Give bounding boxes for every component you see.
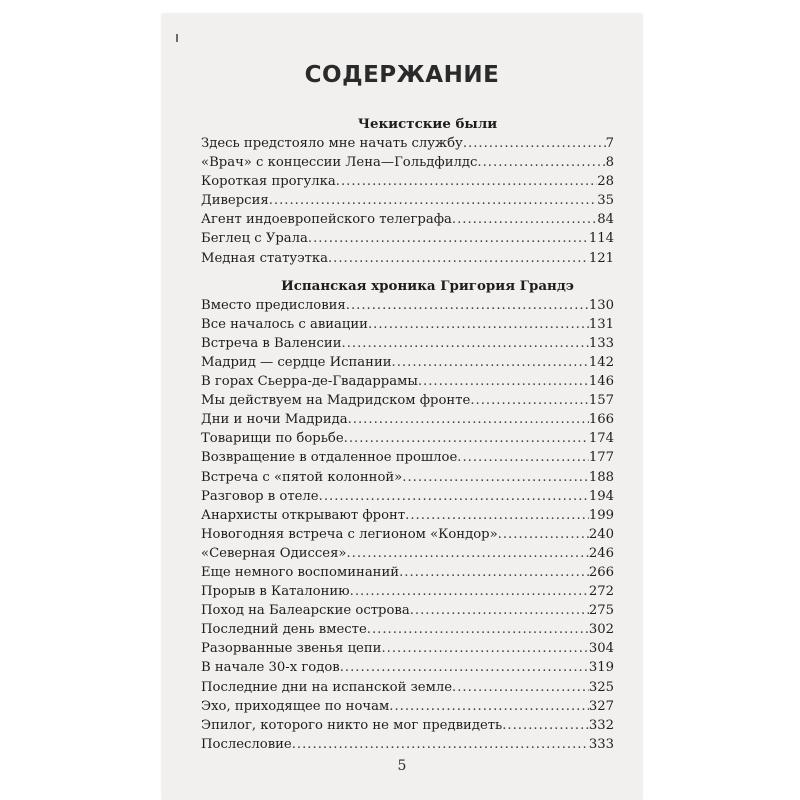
dot-leader xyxy=(269,191,598,210)
dot-leader xyxy=(389,697,589,716)
page-number: 5 xyxy=(397,758,407,774)
dot-leader xyxy=(477,153,605,172)
entry-title: Разорванные звенья цепи xyxy=(201,641,382,657)
entry-page-number: 114 xyxy=(588,231,614,247)
book-page xyxy=(162,14,642,800)
dot-leader xyxy=(405,506,589,525)
entry-page-number: 332 xyxy=(588,717,614,733)
entry-page-number: 146 xyxy=(588,374,614,390)
dot-leader xyxy=(292,735,589,754)
dot-leader xyxy=(418,372,589,391)
toc-entry xyxy=(201,678,614,697)
entry-page-number: 325 xyxy=(588,679,614,695)
toc-entry xyxy=(201,735,614,754)
entry-page-number: 319 xyxy=(588,660,614,676)
entry-title: Мадрид — сердце Испании xyxy=(201,354,392,370)
toc-entry xyxy=(201,487,614,506)
dot-leader xyxy=(348,410,589,429)
entry-title: Здесь предстояло мне начать службу xyxy=(201,136,463,151)
entry-page-number: 272 xyxy=(588,584,614,600)
entry-title: Вместо предисловия xyxy=(201,297,346,313)
dot-leader xyxy=(502,716,589,735)
toc-entry xyxy=(201,639,614,658)
entry-title: Анархисты открывают фронт xyxy=(201,507,406,523)
toc-entry xyxy=(201,429,614,448)
entry-title: В начале 30-х годов xyxy=(201,660,340,676)
toc-entry xyxy=(201,582,614,601)
dot-leader xyxy=(452,210,597,229)
dot-leader xyxy=(336,172,597,191)
entry-title: Все началось с авиации xyxy=(201,316,368,332)
toc-entry xyxy=(201,697,614,716)
dot-leader xyxy=(392,353,589,372)
entry-page-number: 142 xyxy=(588,354,614,370)
section-heading: Испанская хроника Григория Грандэ xyxy=(281,277,574,294)
toc-entry xyxy=(201,658,614,677)
entry-page-number: 327 xyxy=(588,698,614,714)
dot-leader xyxy=(342,334,589,353)
dot-leader xyxy=(470,391,589,410)
toc-entry xyxy=(201,229,614,248)
table-of-contents xyxy=(201,114,614,754)
entry-title: Прорыв в Каталонию xyxy=(201,584,350,600)
toc-entry xyxy=(201,134,614,153)
toc-entry xyxy=(201,210,614,229)
toc-entry xyxy=(201,296,614,315)
toc-entry xyxy=(201,410,614,429)
entry-page-number: 177 xyxy=(588,450,614,466)
entry-page-number: 8 xyxy=(605,155,614,171)
dot-leader xyxy=(346,296,589,315)
dot-leader xyxy=(463,134,606,153)
entry-title: Последние дни на испанской земле xyxy=(201,679,453,695)
entry-title: Диверсия xyxy=(201,193,269,209)
entry-page-number: 240 xyxy=(588,526,614,542)
entry-title: «Врач» с концессии Лена—Гольдфилдс xyxy=(201,155,478,171)
dot-leader xyxy=(350,582,589,601)
toc-entry xyxy=(201,372,614,391)
page-title: СОДЕРЖАНИЕ xyxy=(304,62,500,88)
dot-leader xyxy=(344,429,589,448)
toc-entry xyxy=(201,249,614,268)
entry-title: Встреча с «пятой колонной» xyxy=(201,469,403,485)
dot-leader xyxy=(340,658,589,677)
entry-title: Возвращение в отдаленное прошлое xyxy=(201,450,458,466)
entry-title: Разговор в отеле xyxy=(201,488,319,504)
section-heading: Чекистские были xyxy=(357,116,498,132)
toc-entry xyxy=(201,353,614,372)
toc-entry xyxy=(201,506,614,525)
entry-page-number: 84 xyxy=(597,212,614,228)
toc-entry xyxy=(201,191,614,210)
entry-page-number: 188 xyxy=(588,469,614,485)
toc-entry xyxy=(201,468,614,487)
dot-leader xyxy=(452,678,589,697)
entry-page-number: 275 xyxy=(588,603,614,619)
dot-leader xyxy=(368,315,589,334)
toc-entry xyxy=(201,544,614,563)
entry-page-number: 131 xyxy=(588,316,614,332)
entry-page-number: 194 xyxy=(588,488,614,504)
entry-title: Короткая прогулка xyxy=(201,174,336,190)
entry-title: Агент индоевропейского телеграфа xyxy=(201,212,452,228)
dot-leader xyxy=(346,544,588,563)
entry-title: Дни и ночи Мадрида xyxy=(201,412,348,428)
entry-title: Послесловие xyxy=(201,736,292,752)
dot-leader xyxy=(410,601,589,620)
entry-page-number: 121 xyxy=(588,250,614,266)
entry-title: Встреча в Валенсии xyxy=(201,335,342,351)
entry-page-number: 28 xyxy=(597,174,614,190)
entry-title: Товарищи по борьбе xyxy=(201,431,344,447)
dot-leader xyxy=(402,468,589,487)
dot-leader xyxy=(328,249,589,268)
entry-page-number: 166 xyxy=(588,412,614,428)
entry-title: Мы действуем на Мадридском фронте xyxy=(201,393,471,409)
toc-entry xyxy=(201,153,614,172)
entry-title: Беглец с Урала xyxy=(201,231,308,247)
dot-leader xyxy=(381,639,588,658)
entry-title: «Северная Одиссея» xyxy=(201,545,347,561)
toc-entry xyxy=(201,391,614,410)
toc-entry xyxy=(201,716,614,735)
entry-page-number: 246 xyxy=(588,545,614,561)
toc-entry xyxy=(201,601,614,620)
entry-page-number: 130 xyxy=(588,297,614,313)
toc-entry xyxy=(201,563,614,582)
entry-title: Новогодняя встреча с легионом «Кондор» xyxy=(201,526,498,542)
toc-entry xyxy=(201,620,614,639)
entry-page-number: 199 xyxy=(588,507,614,523)
margin-mark xyxy=(176,34,178,42)
entry-page-number: 157 xyxy=(588,393,614,409)
dot-leader xyxy=(498,525,589,544)
entry-page-number: 133 xyxy=(588,335,614,351)
entry-title: В горах Сьерра-де-Гвадаррамы xyxy=(201,374,418,390)
toc-entry xyxy=(201,315,614,334)
dot-leader xyxy=(399,563,589,582)
entry-page-number: 174 xyxy=(588,431,614,447)
entry-page-number: 35 xyxy=(597,193,614,209)
entry-page-number: 266 xyxy=(588,564,614,580)
dot-leader xyxy=(457,448,589,467)
entry-page-number: 333 xyxy=(588,736,614,752)
entry-title: Эпилог, которого никто не мог предвидеть xyxy=(201,717,503,733)
entry-title: Медная статуэтка xyxy=(201,250,328,266)
toc-entry xyxy=(201,334,614,353)
entry-title: Эхо, приходящее по ночам xyxy=(201,698,390,714)
toc-entry xyxy=(201,172,614,191)
entry-page-number: 304 xyxy=(588,641,614,657)
entry-page-number: 7 xyxy=(605,136,614,151)
toc-entry xyxy=(201,448,614,467)
dot-leader xyxy=(308,229,589,248)
dot-leader xyxy=(367,620,589,639)
entry-title: Последний день вместе xyxy=(201,622,367,638)
entry-title: Поход на Балеарские острова xyxy=(201,603,410,619)
entry-page-number: 302 xyxy=(588,622,614,638)
toc-entry xyxy=(201,525,614,544)
entry-title: Еще немного воспоминаний xyxy=(201,564,400,580)
dot-leader xyxy=(319,487,589,506)
